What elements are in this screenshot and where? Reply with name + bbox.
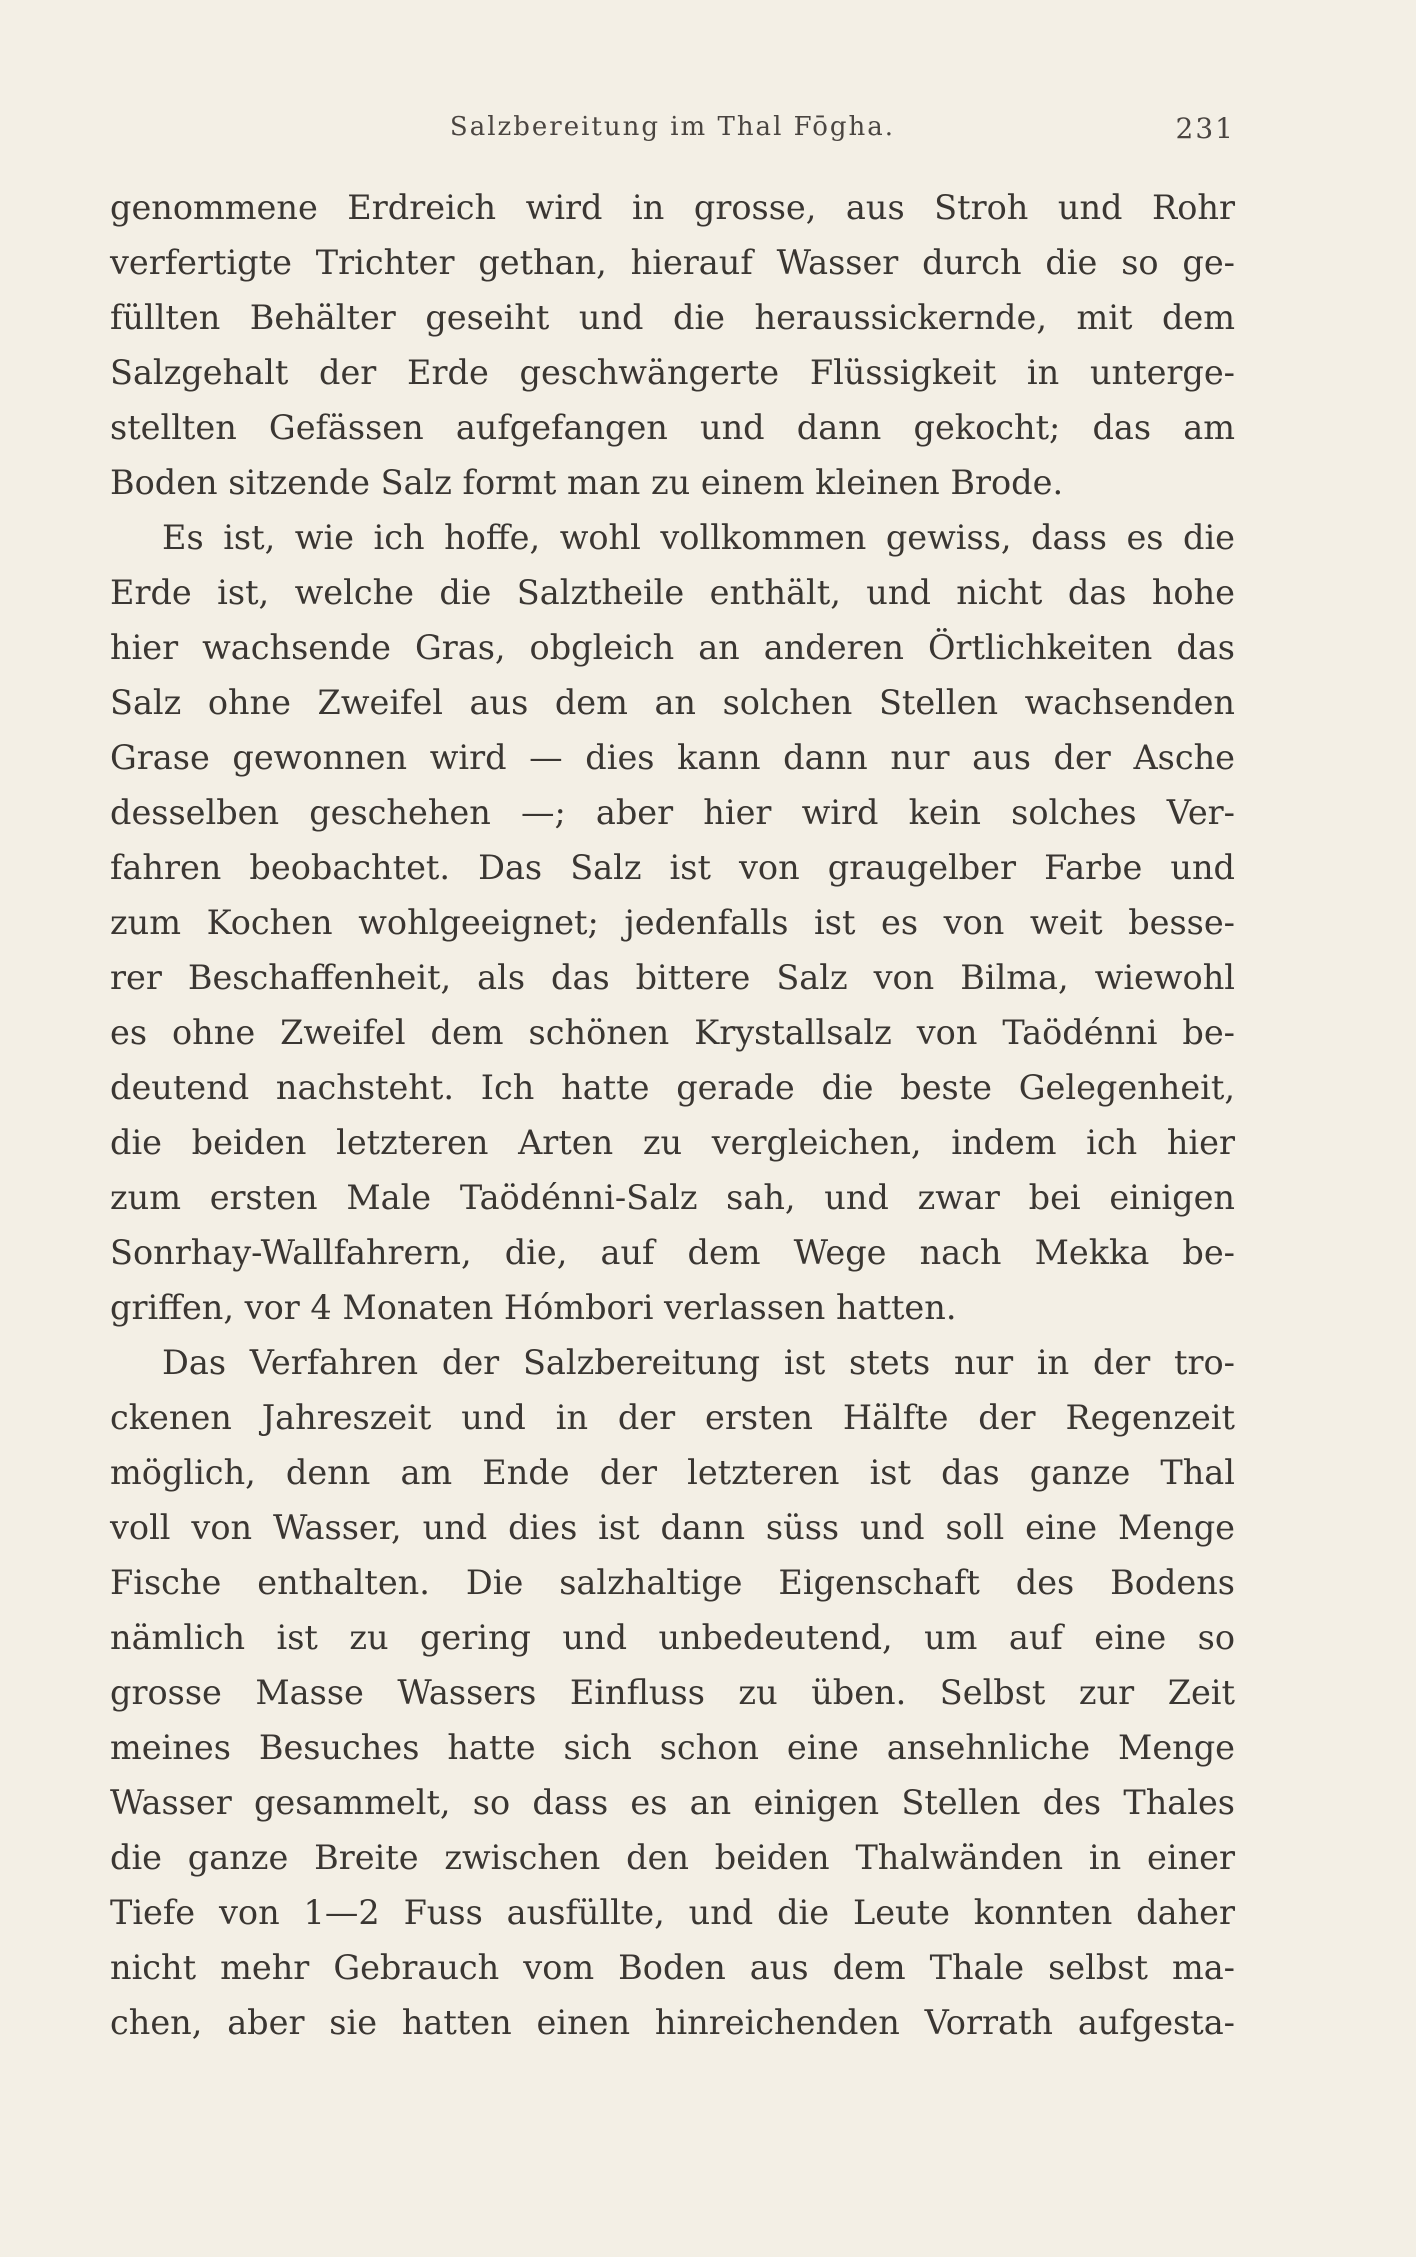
running-header-title: Salzbereitung im Thal Fōgha. — [449, 112, 896, 142]
text-line: grosse Masse Wassers Einfluss zu üben. Selbst zur Zeit — [110, 1673, 1235, 1712]
text-line: Fische enthalten. Die salzhaltige Eigenschaft des Bodens — [110, 1563, 1235, 1602]
text-line: zum ersten Male Taödénni-Salz sah, und zwar bei einigen — [110, 1178, 1235, 1217]
text-line: Erde ist, welche die Salztheile enthält, und nicht das hohe — [110, 573, 1235, 612]
text-line: nämlich ist zu gering und unbedeutend, um auf eine so — [110, 1618, 1235, 1657]
body-text — [110, 180, 1235, 2050]
text-line: Tiefe von 1—2 Fuss ausfüllte, und die Leute konnten daher — [110, 1893, 1235, 1932]
text-line: stellten Gefässen aufgefangen und dann gekocht; das am — [110, 408, 1235, 447]
running-header — [110, 112, 1235, 152]
text-line: es ohne Zweifel dem schönen Krystallsalz von Taödénni be- — [110, 1013, 1235, 1052]
text-line: rer Beschaffenheit, als das bittere Salz von Bilma, wiewohl — [110, 958, 1235, 997]
text-line: chen, aber sie hatten einen hinreichenden Vorrath aufgesta- — [110, 2003, 1235, 2042]
text-line: Es ist, wie ich hoffe, wohl vollkommen gewiss, dass es die — [162, 518, 1235, 557]
text-line: meines Besuches hatte sich schon eine ansehnliche Menge — [110, 1728, 1235, 1767]
text-line: die beiden letzteren Arten zu vergleichen, indem ich hier — [110, 1123, 1235, 1162]
text-line: zum Kochen wohlgeeignet; jedenfalls ist es von weit besse- — [110, 903, 1235, 942]
text-line: Grase gewonnen wird — dies kann dann nur aus der Asche — [110, 738, 1235, 777]
text-line: nicht mehr Gebrauch vom Boden aus dem Thale selbst ma- — [110, 1948, 1235, 1987]
text-line: möglich, denn am Ende der letzteren ist das ganze Thal — [110, 1453, 1235, 1492]
text-line: verfertigte Trichter gethan, hierauf Wasser durch die so ge- — [110, 243, 1235, 282]
text-line: deutend nachsteht. Ich hatte gerade die beste Gelegenheit, — [110, 1068, 1235, 1107]
text-line: Wasser gesammelt, so dass es an einigen Stellen des Thales — [110, 1783, 1235, 1822]
text-line: füllten Behälter geseiht und die heraussickernde, mit dem — [110, 298, 1235, 337]
text-line: die ganze Breite zwischen den beiden Thalwänden in einer — [110, 1838, 1235, 1877]
text-line: Salzgehalt der Erde geschwängerte Flüssigkeit in unterge- — [110, 353, 1235, 392]
text-line: genommene Erdreich wird in grosse, aus Stroh und Rohr — [110, 188, 1235, 227]
text-line: Sonrhay-Wallfahrern, die, auf dem Wege nach Mekka be- — [110, 1233, 1235, 1272]
text-line: Boden sitzende Salz formt man zu einem kleinen Brode. — [110, 463, 1064, 502]
text-line: griffen, vor 4 Monaten Hómbori verlassen hatten. — [110, 1288, 957, 1327]
page-number: 231 — [1175, 112, 1235, 145]
text-line: fahren beobachtet. Das Salz ist von graugelber Farbe und — [110, 848, 1235, 887]
text-line: Das Verfahren der Salzbereitung ist stets nur in der tro- — [162, 1343, 1235, 1382]
text-line: desselben geschehen —; aber hier wird kein solches Ver- — [110, 793, 1235, 832]
text-line: hier wachsende Gras, obgleich an anderen Örtlichkeiten das — [110, 628, 1235, 667]
text-line: voll von Wasser, und dies ist dann süss und soll eine Menge — [110, 1508, 1235, 1547]
text-line: Salz ohne Zweifel aus dem an solchen Stellen wachsenden — [110, 683, 1235, 722]
text-line: ckenen Jahreszeit und in der ersten Hälfte der Regenzeit — [110, 1398, 1235, 1437]
